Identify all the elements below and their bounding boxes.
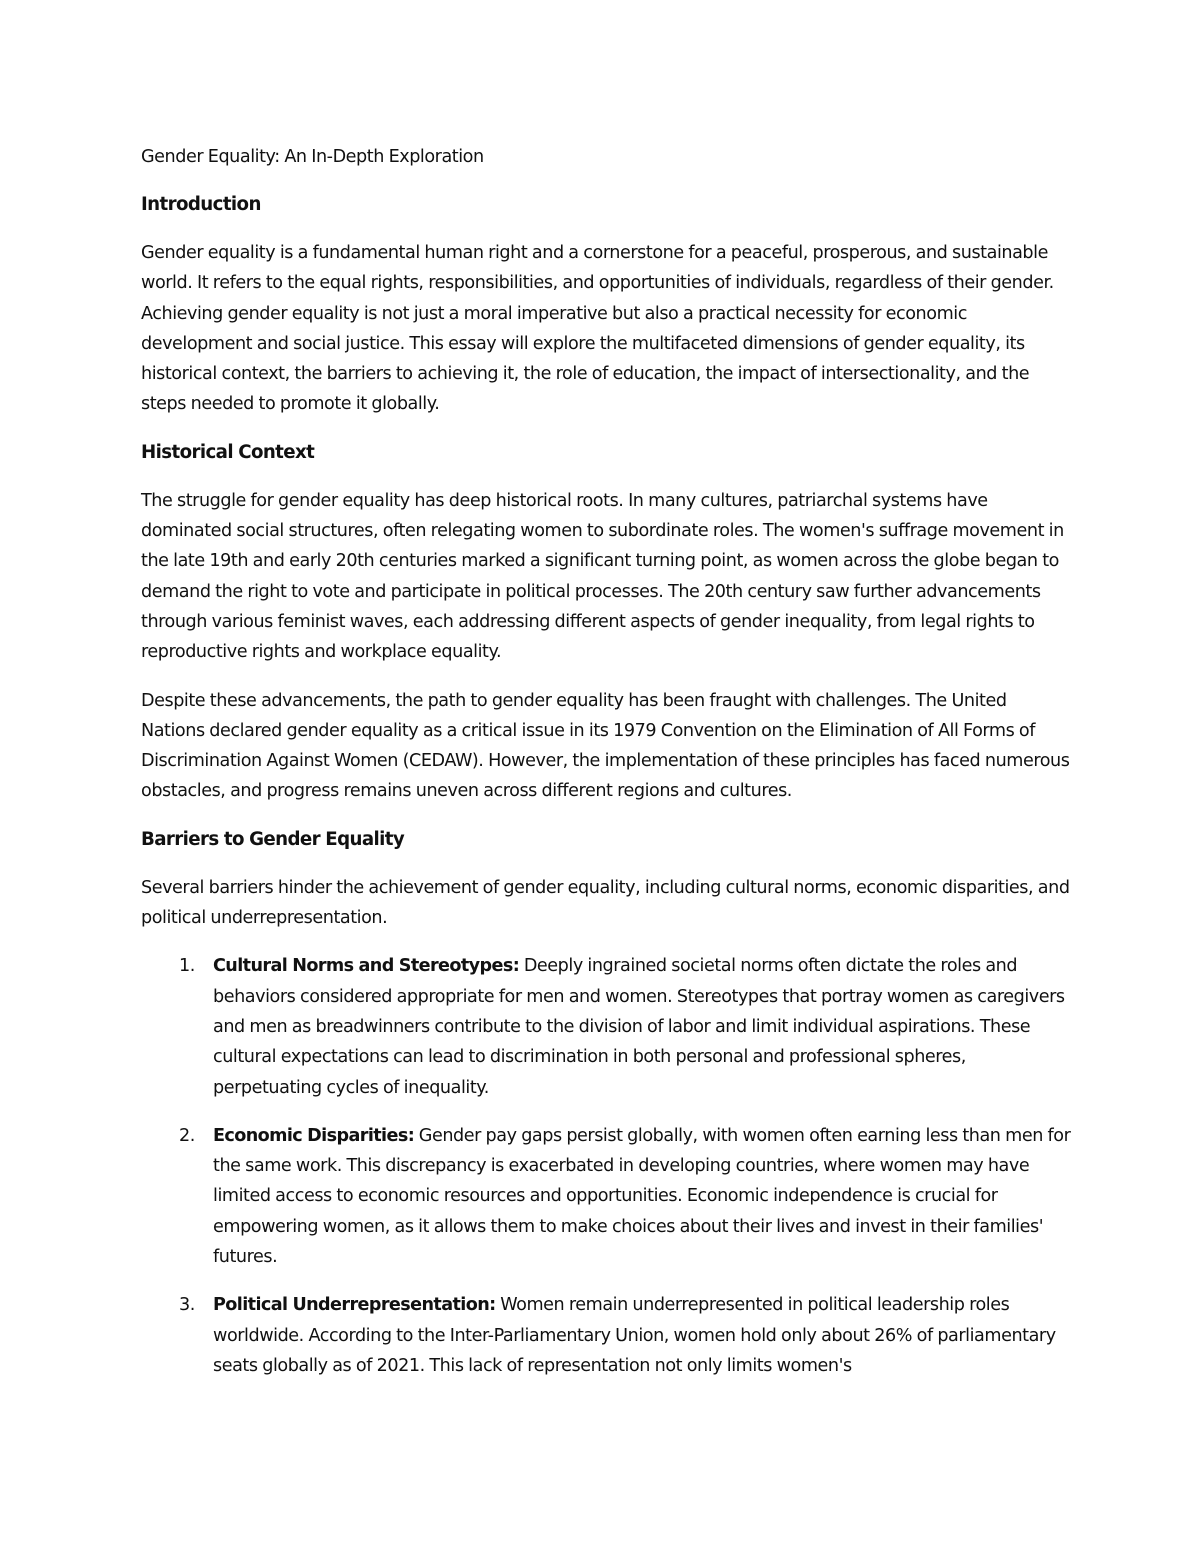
list-item-cultural-norms bbox=[179, 951, 1071, 1102]
list-item-term: Cultural Norms and Stereotypes: bbox=[213, 956, 520, 977]
paragraph-historical-context-1: The struggle for gender equality has deep historical roots. In many cultures, patriarchal systems have dominated social structures, often relegating women to subordinate roles. The women's suffrage movement in the late 19th and early 20th centuries marked a significant turning point, as women across the globe began to demand the right to vote and participate in political processes. The 20th century saw further advancements through various feminist waves, each addressing different aspects of gender inequality, from legal rights to reproductive rights and workplace equality. bbox=[141, 490, 1064, 663]
list-item-text: Women remain underrepresented in political leadership roles worldwide. According to the Inter-Parliamentary Union, women hold only about 26% of parliamentary seats globally as of 2021. This lack of representation not only limits women's bbox=[213, 1295, 1056, 1376]
section-heading-introduction: Introduction bbox=[141, 194, 261, 215]
document-body bbox=[141, 142, 1071, 1399]
list-item-number: 3. bbox=[179, 1295, 195, 1316]
barriers-list bbox=[141, 951, 1071, 1381]
list-item-number: 2. bbox=[179, 1125, 195, 1146]
list-item-text: Gender pay gaps persist globally, with women often earning less than men for the same work. This discrepancy is exacerbated in developing countries, where women may have limited access to economic resources and opportunities. Economic independence is crucial for empowering women, as it allows them to make choices about their lives and invest in their families' futures. bbox=[213, 1125, 1071, 1268]
list-item-political-underrepresentation bbox=[179, 1290, 1071, 1381]
paragraph-historical-context-2: Despite these advancements, the path to gender equality has been fraught with challenges. The United Nations declared gender equality as a critical issue in its 1979 Convention on the Elimination of All Forms of Discrimination Against Women (CEDAW). However, the implementation of these principles has faced numerous obstacles, and progress remains uneven across different regions and cultures. bbox=[141, 690, 1070, 802]
section-heading-barriers: Barriers to Gender Equality bbox=[141, 828, 405, 850]
list-item-economic-disparities bbox=[179, 1121, 1071, 1272]
paragraph-introduction: Gender equality is a fundamental human right and a cornerstone for a peaceful, prosperous, and sustainable world. It refers to the equal rights, responsibilities, and opportunities of individuals, regardless of their gender. Achieving gender equality is not just a moral imperative but also a practical necessity for economic development and social justice. This essay will explore the multifaceted dimensions of gender equality, its historical context, the barriers to achieving it, the role of education, the impact of intersectionality, and the steps needed to promote it globally. bbox=[141, 243, 1054, 415]
paragraph-barriers-intro: Several barriers hinder the achievement of gender equality, including cultural norms, economic disparities, and political underrepresentation. bbox=[141, 877, 1070, 929]
document-title: Gender Equality: An In-Depth Exploration bbox=[141, 147, 484, 167]
list-item-text: Deeply ingrained societal norms often dictate the roles and behaviors considered appropriate for men and women. Stereotypes that portray women as caregivers and men as breadwinners contribute to the division of labor and limit individual aspirations. These cultural expectations can lead to discrimination in both personal and professional spheres, perpetuating cycles of inequality. bbox=[213, 956, 1065, 1098]
list-item-term: Political Underrepresentation: bbox=[213, 1295, 496, 1316]
section-heading-historical-context: Historical Context bbox=[141, 441, 315, 463]
list-item-term: Economic Disparities: bbox=[213, 1125, 415, 1146]
list-item-number: 1. bbox=[179, 956, 195, 977]
